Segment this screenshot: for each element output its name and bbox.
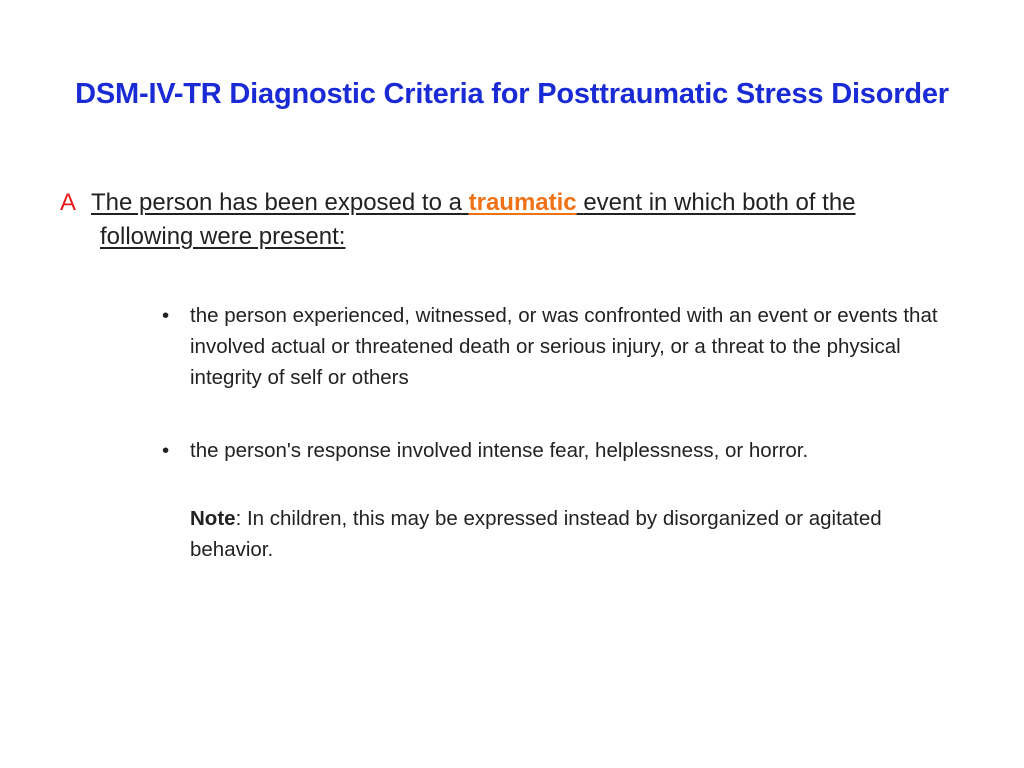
criterion-text-before: The person has been exposed to a [91,189,462,216]
note [190,503,910,565]
criterion-text-line2: following were present: [100,223,346,250]
criterion-a [60,186,940,254]
list-item [160,300,940,393]
bullet-icon: • [162,439,170,462]
bullet-icon: • [162,304,170,327]
criterion-letter: A [60,189,77,216]
bullet-text: the person experienced, witnessed, or was confronted with an event or events that involved actual or threatened death or serious injury, or a threat to the physical integrity of self or others [190,304,938,389]
slide-title: DSM-IV-TR Diagnostic Criteria for Posttraumatic Stress Disorder [75,78,949,110]
bullet-list [160,300,940,466]
note-label: Note [190,507,236,530]
criterion-text-after: event in which both of the [583,189,856,216]
criterion-highlight-traumatic: traumatic [468,189,577,216]
list-item [160,435,940,466]
note-text: : In children, this may be expressed instead by disorganized or agitated behavior. [190,507,882,561]
bullet-text: the person's response involved intense fear, helplessness, or horror. [190,439,809,462]
